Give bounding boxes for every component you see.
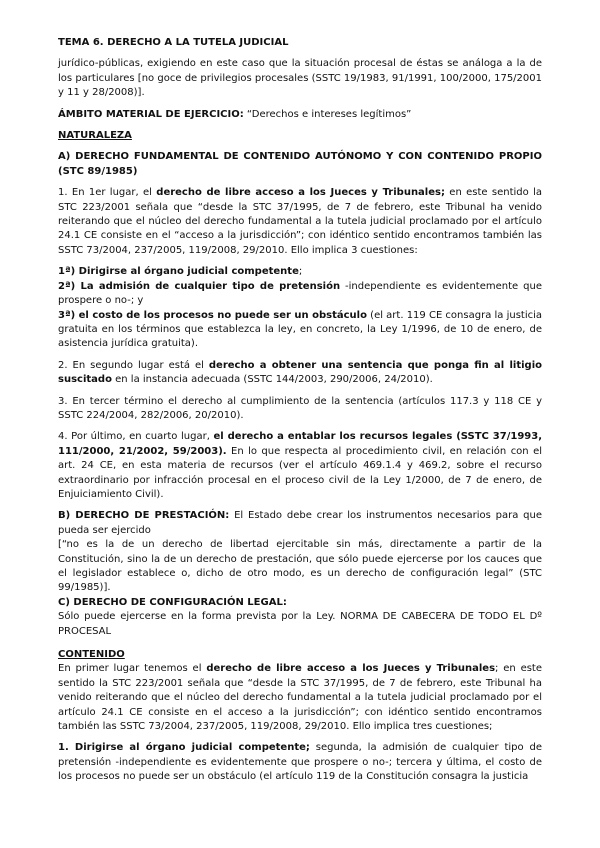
text-span: 2. En segundo lugar está el bbox=[58, 359, 209, 371]
bold-span: 3ª) el costo de los procesos no puede ser un obstáculo bbox=[58, 309, 367, 321]
section-b-paragraph bbox=[58, 509, 542, 538]
text-span: El Estado debe crear los instrumentos necesarios para que pueda ser ejercido bbox=[58, 510, 542, 536]
text-span: (el art. 119 CE consagra la justicia gratuita en los términos que establezca la ley, en concreto, la Ley 1/1996, de 10 de enero, de asistencia jurídica gratuita). bbox=[58, 309, 543, 350]
naturaleza-point-4 bbox=[58, 430, 542, 502]
text-span: ; bbox=[298, 266, 303, 278]
text-span: 4. Por último, en cuarto lugar, bbox=[58, 431, 214, 443]
bold-span: derecho de libre acceso a los Jueces y Tribunales; bbox=[156, 187, 445, 199]
bold-span: 1. Dirigirse al órgano judicial competente; bbox=[58, 742, 310, 754]
text-span: en este sentido la STC 223/2001 señala que “desde la STC 37/1995, de 7 de febrero, este Tribunal ha venido reiterando que el núcleo del derecho fundamental a la tutela judicial proclamado por el artículo 24.1 CE consiste en el “acceso a la jurisdicción”; con idéntico sentido encontramos también las SSTC 73/2004, 237/2005, 119/2008, 29/2010. Ello implica 3 cuestiones: bbox=[58, 187, 542, 256]
section-b-quote: [“no es la de un derecho de libertad ejercitable sin más, directamente a partir de la Constitución, sino la de un derecho de prestación, que sólo puede ejercerse por los cauces que el legislador establece o, dicho de otro modo, es un derecho de configuración legal” (STC 99/1985)]. bbox=[58, 539, 542, 594]
ambito-paragraph bbox=[58, 108, 542, 122]
text-span: ; en este sentido la STC 223/2001 señala que “desde la STC 37/1995, de 7 de febrero, este Tribunal ha venido reiterando que el núcleo del derecho fundamental a la tutela judicial proclamado por el artículo 24.1 CE consiste en el acceso a la jurisdicción”; con idéntico sentido encontramos también las SSTC 73/2004, 237/2005, 119/2008, 29/2010. Ello implica tres cuestiones; bbox=[58, 663, 543, 733]
naturaleza-point-1 bbox=[58, 186, 542, 258]
document-title: TEMA 6. DERECHO A LA TUTELA JUDICIAL bbox=[58, 37, 289, 48]
ambito-text: “Derechos e intereses legítimos” bbox=[243, 108, 412, 120]
naturaleza-point-2 bbox=[58, 359, 542, 388]
list-item-1 bbox=[58, 265, 542, 279]
text-span: En primer lugar tenemos el bbox=[58, 663, 207, 675]
bold-span: 2ª) La admisión de cualquier tipo de pretensión bbox=[58, 280, 341, 292]
text-span: En lo que respecta al procedimiento civil, en relación con el art. 24 CE, en esta materia de recursos (ver el artículo 469.1.4 y 469.2, sobre el recurso extraordinario por infracción procesal en el proceso civil de la Ley 1/2000, de 7 de enero, de Enjuiciamiento Civil). bbox=[58, 445, 542, 500]
bold-span: el derecho a entablar los recursos legales (SSTC 37/1993, 111/2000, 21/2002, 59/2003). bbox=[58, 431, 542, 457]
intro-paragraph: jurídico-públicas, exigiendo en este caso que la situación procesal de éstas se análoga a la de los particulares [no goce de privilegios procesales (SSTC 19/1983, 91/1991, 100/2000, 175/2001 y 11 y 28/2008)]. bbox=[58, 58, 542, 99]
bold-span: derecho a obtener una sentencia que ponga fin al litigio suscitado bbox=[58, 359, 543, 386]
section-c-text: Sólo puede ejercerse en la forma prevista por la Ley. NORMA DE CABECERA DE TODO EL Dº PROCESAL bbox=[58, 611, 542, 637]
bold-span: derecho de libre acceso a los Jueces y Tribunales bbox=[206, 663, 496, 675]
text-span: 1. En 1er lugar, el bbox=[58, 187, 157, 199]
section-a-heading: A) DERECHO FUNDAMENTAL DE CONTENIDO AUTÓNOMO Y CON CONTENIDO PROPIO (STC 89/1985) bbox=[58, 151, 542, 177]
ambito-label: ÁMBITO MATERIAL DE EJERCICIO: bbox=[58, 108, 244, 120]
section-b-label: B) DERECHO DE PRESTACIÓN: bbox=[58, 510, 230, 522]
contenido-heading: CONTENIDO bbox=[58, 649, 125, 661]
text-span: -independiente es evidentemente que prospere o no-; y bbox=[58, 280, 542, 307]
text-span: segunda, la admisión de cualquier tipo de pretensión -independiente es evidentemente que prospere o no-; tercera y última, el costo de los procesos no puede ser un obstáculo (el artículo 119 de la Constitución consagra la justicia bbox=[58, 742, 542, 783]
section-c-label: C) DERECHO DE CONFIGURACIÓN LEGAL: bbox=[58, 596, 287, 608]
text-span: en la instancia adecuada (SSTC 144/2003, 290/2006, 24/2010). bbox=[111, 374, 433, 386]
naturaleza-heading: NATURALEZA bbox=[58, 130, 132, 142]
bold-span: 1ª) Dirigirse al órgano judicial competente bbox=[58, 266, 299, 278]
naturaleza-point-3: 3. En tercer término el derecho al cumplimiento de la sentencia (artículos 117.3 y 118 CE y SSTC 224/2004, 282/2006, 20/2010). bbox=[58, 395, 542, 421]
contenido-paragraph-2 bbox=[58, 741, 542, 784]
list-item-3 bbox=[58, 309, 542, 352]
contenido-paragraph-1 bbox=[58, 662, 542, 734]
list-item-2 bbox=[58, 280, 542, 309]
